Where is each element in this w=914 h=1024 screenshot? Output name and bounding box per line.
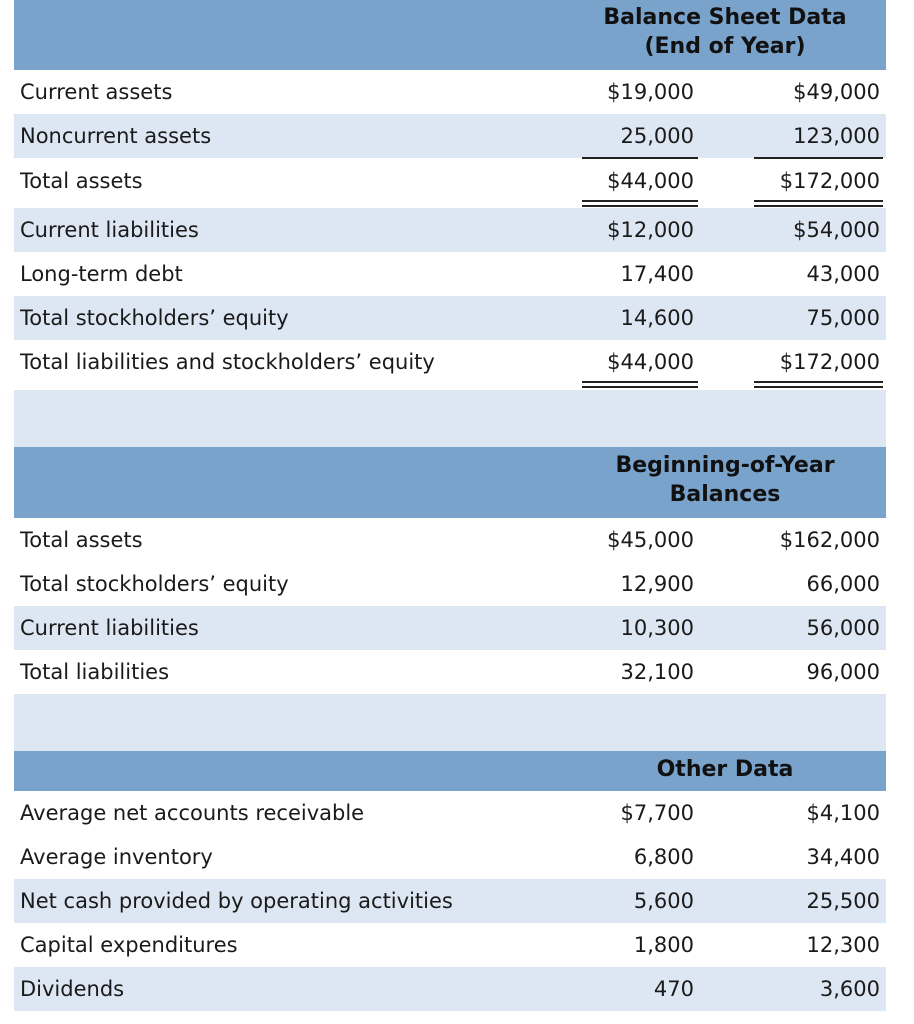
row-label: Total liabilities and stockholders’ equity: [20, 350, 435, 374]
row-value-col2: $172,000: [779, 350, 880, 374]
total-double-underline: [754, 381, 883, 388]
beginning-of-year-header: [14, 447, 886, 518]
row-value-col2: 56,000: [806, 616, 880, 640]
section-spacer: [14, 694, 886, 751]
subtotal-underline: [582, 157, 698, 159]
other-data-title: Other Data: [656, 757, 794, 782]
table-row: [14, 923, 886, 967]
row-value-col1: $19,000: [607, 80, 694, 104]
row-label: Total assets: [20, 169, 143, 193]
row-value-col1: 470: [653, 977, 694, 1001]
row-value-col2: 43,000: [806, 262, 880, 286]
row-value-col1: 12,900: [620, 572, 694, 596]
row-value-col1: 6,800: [633, 845, 694, 869]
row-value-col1: 17,400: [620, 262, 694, 286]
row-label: Current liabilities: [20, 616, 199, 640]
row-value-col2: $54,000: [793, 218, 880, 242]
row-value-col1: $44,000: [607, 350, 694, 374]
row-label: Current assets: [20, 80, 173, 104]
balance-sheet-title-line2: (End of Year): [644, 34, 806, 59]
row-value-col2: 25,500: [806, 889, 880, 913]
beginning-of-year-title-line1: Beginning-of-Year: [615, 453, 835, 478]
row-value-col1: $45,000: [607, 528, 694, 552]
row-label: Noncurrent assets: [20, 124, 212, 148]
other-data-header: [14, 751, 886, 791]
balance-sheet-header: [14, 0, 886, 70]
subtotal-underline: [754, 157, 883, 159]
row-label: Total liabilities: [20, 660, 170, 684]
table-row: [14, 252, 886, 296]
section-spacer: [14, 390, 886, 447]
table-row: [14, 606, 886, 650]
row-label: Net cash provided by operating activities: [20, 889, 453, 913]
row-value-col2: $4,100: [806, 801, 880, 825]
row-value-col2: $172,000: [779, 169, 880, 193]
total-double-underline: [582, 200, 698, 207]
row-value-col1: 25,000: [620, 124, 694, 148]
row-value-col1: 10,300: [620, 616, 694, 640]
row-value-col2: 96,000: [806, 660, 880, 684]
table-row: [14, 791, 886, 835]
row-label: Total stockholders’ equity: [20, 306, 289, 330]
row-label: Long-term debt: [20, 262, 183, 286]
row-value-col1: $7,700: [620, 801, 694, 825]
balance-sheet-title-line1: Balance Sheet Data: [603, 5, 847, 30]
table-row: [14, 835, 886, 879]
table-row: [14, 879, 886, 923]
row-value-col2: 75,000: [806, 306, 880, 330]
table-row: [14, 296, 886, 340]
row-label: Dividends: [20, 977, 125, 1001]
total-double-underline: [582, 381, 698, 388]
row-value-col1: $12,000: [607, 218, 694, 242]
row-value-col1: 5,600: [633, 889, 694, 913]
row-label: Total assets: [20, 528, 143, 552]
beginning-of-year-title-line2: Balances: [669, 482, 781, 507]
table-row: [14, 518, 886, 562]
table-row: [14, 70, 886, 114]
total-double-underline: [754, 200, 883, 207]
row-value-col2: $49,000: [793, 80, 880, 104]
row-label: Capital expenditures: [20, 933, 238, 957]
row-value-col2: 123,000: [793, 124, 880, 148]
row-value-col1: 1,800: [633, 933, 694, 957]
row-value-col2: 3,600: [819, 977, 880, 1001]
row-label: Current liabilities: [20, 218, 199, 242]
row-value-col1: $44,000: [607, 169, 694, 193]
row-value-col2: 66,000: [806, 572, 880, 596]
table-row: [14, 967, 886, 1011]
row-value-col1: 32,100: [620, 660, 694, 684]
row-label: Average net accounts receivable: [20, 801, 365, 825]
row-value-col2: 12,300: [806, 933, 880, 957]
row-value-col2: 34,400: [806, 845, 880, 869]
row-label: Average inventory: [20, 845, 213, 869]
row-value-col2: $162,000: [779, 528, 880, 552]
row-value-col1: 14,600: [620, 306, 694, 330]
table-row: [14, 650, 886, 694]
table-row: [14, 208, 886, 252]
row-label: Total stockholders’ equity: [20, 572, 289, 596]
table-row: [14, 114, 886, 158]
table-row: [14, 562, 886, 606]
